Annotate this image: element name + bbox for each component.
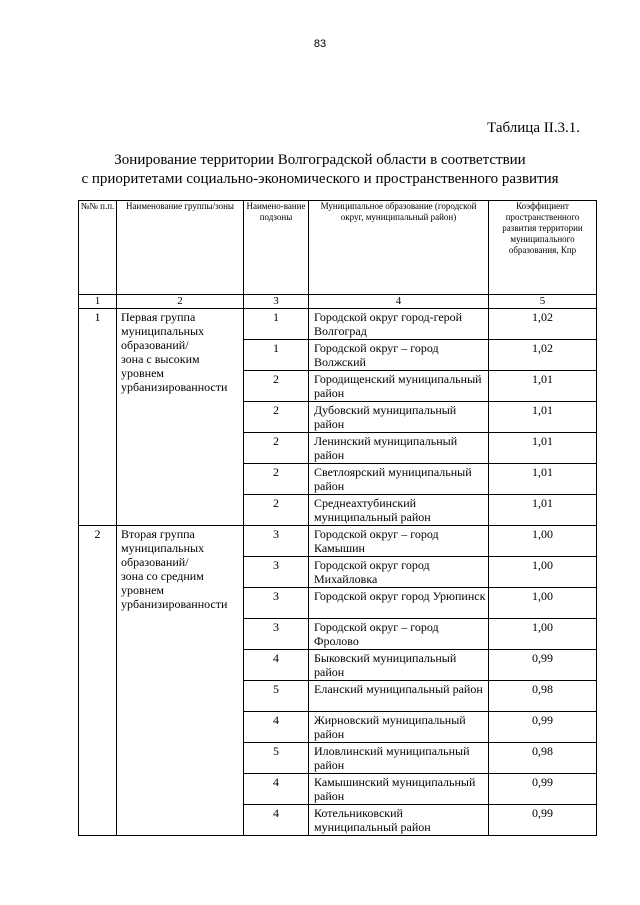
group-number: 1	[79, 309, 117, 526]
subzone-cell: 2	[244, 402, 309, 433]
coefficient-cell: 1,00	[489, 588, 597, 619]
coefficient-cell: 0,98	[489, 743, 597, 774]
municipality-cell: Городской округ город-герой Волгоград	[309, 309, 489, 340]
column-number: 5	[489, 295, 597, 309]
header-subzone-name: Наимено-вание подзоны	[244, 201, 309, 295]
column-number: 3	[244, 295, 309, 309]
column-number: 4	[309, 295, 489, 309]
coefficient-cell: 0,99	[489, 805, 597, 836]
table-title	[0, 151, 640, 189]
subzone-cell: 2	[244, 495, 309, 526]
coefficient-cell: 0,99	[489, 774, 597, 805]
column-number-row	[79, 295, 597, 309]
municipality-cell: Котельниковский муниципальный район	[309, 805, 489, 836]
header-number: №№ п.п.	[79, 201, 117, 295]
municipality-cell: Светлоярский муниципальный район	[309, 464, 489, 495]
coefficient-cell: 1,02	[489, 340, 597, 371]
group-name: Вторая группа муниципальных образований/ зона со средним уровнем урбанизированности	[121, 527, 228, 611]
subzone-cell: 1	[244, 340, 309, 371]
page-number: 83	[313, 38, 327, 50]
coefficient-cell: 1,01	[489, 495, 597, 526]
subzone-cell: 2	[244, 371, 309, 402]
municipality-cell: Дубовский муниципальный район	[309, 402, 489, 433]
header-row	[79, 201, 597, 295]
coefficient-cell: 1,01	[489, 433, 597, 464]
municipality-cell: Ленинский муниципальный район	[309, 433, 489, 464]
coefficient-cell: 0,99	[489, 712, 597, 743]
coefficient-cell: 1,00	[489, 619, 597, 650]
table-label: Таблица II.3.1.	[487, 120, 580, 136]
municipality-cell: Иловлинский муниципальный район	[309, 743, 489, 774]
coefficient-cell: 1,02	[489, 309, 597, 340]
subzone-cell: 2	[244, 433, 309, 464]
header-group-name: Наименование группы/зоны	[117, 201, 244, 295]
municipality-cell: Городской округ город Урюпинск	[309, 588, 489, 619]
municipality-cell: Среднеахтубинский муниципальный район	[309, 495, 489, 526]
municipality-cell: Городской округ – город Камышин	[309, 526, 489, 557]
coefficient-cell: 0,99	[489, 650, 597, 681]
subzone-cell: 4	[244, 805, 309, 836]
subzone-cell: 5	[244, 743, 309, 774]
municipality-cell: Камышинский муниципальный район	[309, 774, 489, 805]
coefficient-cell: 0,98	[489, 681, 597, 712]
coefficient-cell: 1,01	[489, 464, 597, 495]
subzone-cell: 4	[244, 774, 309, 805]
group-name: Первая группа муниципальных образований/ зона с высоким уровнем урбанизированности	[121, 310, 228, 394]
header-coefficient: Коэффициент пространственного развития территории муниципального образования, Кпр	[489, 201, 597, 295]
group-number: 2	[79, 526, 117, 836]
coefficient-cell: 1,01	[489, 402, 597, 433]
table-row	[79, 309, 597, 340]
subzone-cell: 1	[244, 309, 309, 340]
coefficient-cell: 1,00	[489, 557, 597, 588]
zoning-table	[78, 200, 597, 836]
municipality-cell: Городской округ – город Фролово	[309, 619, 489, 650]
subzone-cell: 2	[244, 464, 309, 495]
subzone-cell: 3	[244, 557, 309, 588]
municipality-cell: Еланский муниципальный район	[309, 681, 489, 712]
subzone-cell: 4	[244, 712, 309, 743]
subzone-cell: 3	[244, 619, 309, 650]
coefficient-cell: 1,01	[489, 371, 597, 402]
header-municipality: Муниципальное образование (городской округ, муниципальный район)	[309, 201, 489, 295]
title-line-2: с приоритетами социально-экономического и пространственного развития	[81, 171, 559, 187]
subzone-cell: 4	[244, 650, 309, 681]
title-line-1: Зонирование территории Волгоградской области в соответствии	[114, 152, 526, 168]
municipality-cell: Жирновский муниципальный район	[309, 712, 489, 743]
municipality-cell: Городской округ – город Волжский	[309, 340, 489, 371]
municipality-cell: Городской округ город Михайловка	[309, 557, 489, 588]
group-name-cell	[117, 526, 244, 836]
subzone-cell: 3	[244, 588, 309, 619]
coefficient-cell: 1,00	[489, 526, 597, 557]
municipality-cell: Городищенский муниципальный район	[309, 371, 489, 402]
subzone-cell: 3	[244, 526, 309, 557]
municipality-cell: Быковский муниципальный район	[309, 650, 489, 681]
table-row	[79, 526, 597, 557]
column-number: 2	[117, 295, 244, 309]
subzone-cell: 5	[244, 681, 309, 712]
zoning-table-body	[79, 201, 597, 836]
column-number: 1	[79, 295, 117, 309]
group-name-cell	[117, 309, 244, 526]
